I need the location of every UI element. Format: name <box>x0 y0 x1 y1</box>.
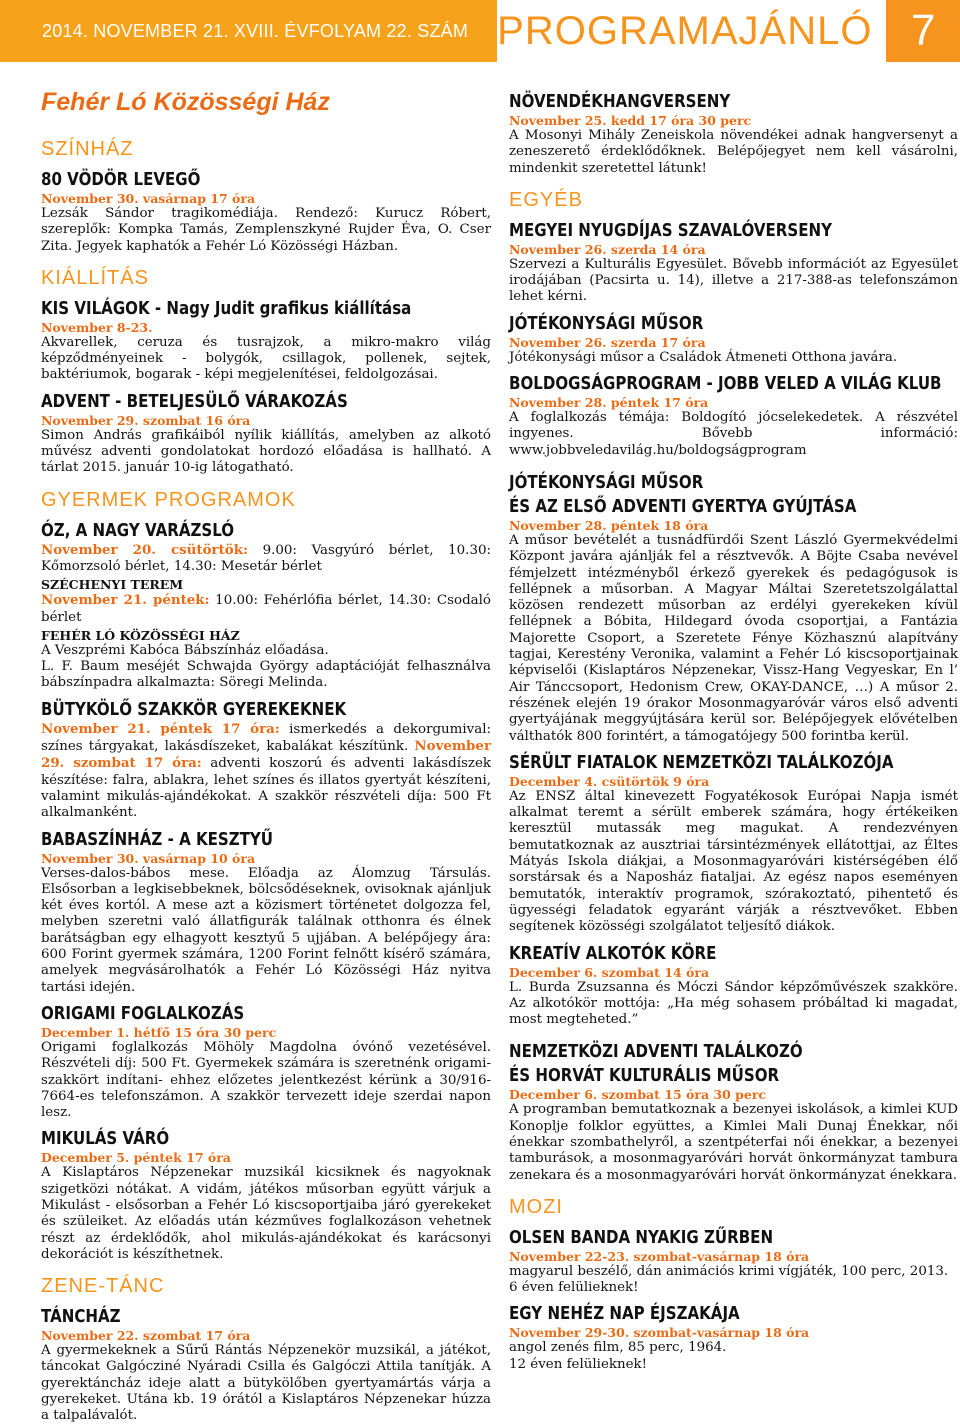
event-title: ÉS HORVÁT KULTURÁLIS MŰSOR <box>509 1066 780 1087</box>
event-description: A műsor bevételét a tusnádfürdői Szent László Gyermekvédelmi Központ javára ajánlják fel a résztvevők. A Böjte Csaba nevével fémjelzett intézményből érkező gyerekek és pedagógusok is fellépnek a műsorban. A Magyar Máltai Szeretetszolgálattal közösen rendezett műsorban az erdélyi gyerekeken kívül fellépnek a Bóbita, Hildegard óvoda csoportjai, a Fantázia Majorette Csoport, a Szeretete Fénye Közhasznú alapítvány tagjai, Kerestény Veronika, valamint a Fehér Ló kiscsoportjainak képviselői (Kislaptáros Népzenekar, Vissz-Hang Vegyeskar, En l’ Air Tánccsoport, Hedonism Crew, OKAY-DANCE, …) A műsor 2. részének elején 19 órakor Mosonmagyaróvár város első adventi gyertyájának meggyújtására kerül sor. Belépőjegyek elővételben válthatók 800 forintért, a támogatójegy 500 forintba kerül. <box>509 532 958 744</box>
event-date: December 4. csütörtök 9 óra <box>509 773 710 789</box>
event-date: November 28. péntek 17 óra <box>509 395 709 411</box>
event-description: 6 éven felülieknek! <box>509 1280 639 1296</box>
event-title: MIKULÁS VÁRÓ <box>41 1129 170 1150</box>
event-description: A programban bemutatkoznak a bezenyei iskolások, a kimlei KUD Konoplje folklor együttes, a Kimlei Mali Dunaj Énekkar, női énekkar szombathelyről, a szentpéterfai női énekkar, a bezenyei tamburások, a mosonmagyaróvári horvát önkormányzat tambura zenekara és a mosonmagyaróvári horvát önkormányzat énekkara. <box>509 1102 958 1183</box>
event-description: L. Burda Zsuzsanna és Móczi Sándor képzőművészek szakköre. Az alkotókör mottója: „Ha még sohasem próbáltad ki magadat, most megteheted.” <box>509 979 958 1028</box>
event-date: November 20. csütörtök: <box>41 541 248 558</box>
event-text: 10.00: Fehérlófia bérlet, 14.30: Csodaló bérlet <box>41 593 491 625</box>
event-text: adventi koszorú és adventi lakásdíszek készítése: falra, ablakra, lehet színes és illatos gyertyát készíteni, valamint mikulás-ajándékokat. A szakkör részvételi díja: 500 Ft alkalmanként. <box>41 756 491 821</box>
event-date: November 30. vasárnap 17 óra <box>41 191 256 206</box>
event-title: ÓZ, A NAGY VARÁZSLÓ <box>41 520 235 541</box>
venue-title: Fehér Ló Közösségi Ház <box>41 88 330 116</box>
category-heading: ZENE-TÁNC <box>41 1275 165 1298</box>
event-title: 80 VÖDÖR LEVEGŐ <box>41 170 201 190</box>
event-date: November 8-23. <box>41 319 153 335</box>
left-column <box>41 88 491 1425</box>
right-column <box>509 88 958 1373</box>
event-description: Jótékonysági műsor a Családok Átmeneti Otthona javára. <box>509 349 898 365</box>
event-description: Akvarellek, ceruza és tusrajzok, a mikro-makro világ képződményeinek - bolygók, csillagok, pollenek, sejtek, baktériumok, bogarak - képi megjelenítései, feldolgozásai. <box>41 334 491 383</box>
event-date: November 29-30. szombat-vasárnap 18 óra <box>509 1325 810 1341</box>
category-heading: SZÍNHÁZ <box>41 138 134 160</box>
category-heading: KIÁLLÍTÁS <box>41 266 149 289</box>
event-description: A Veszprémi Kabóca Bábszínház előadása. <box>41 642 329 658</box>
event-description: Simon András grafikáiból nyílik kiállítás, amelyben az alkotó művész adventi gondolatokat hordozó előadása is hallható. A tárlat 2015. január 10-ig látogatható. <box>41 427 491 476</box>
page-header <box>0 0 960 62</box>
event-title: OLSEN BANDA NYAKIG ZŰRBEN <box>509 1227 774 1248</box>
event-date: November 22-23. szombat-vasárnap 18 óra <box>509 1248 810 1264</box>
event-description: Verses-dalos-bábos mese. Előadja az Álomzug Társulás. Elsősorban a legkisebbeknek, bölcsődéseknek, ovisoknak ajánljuk két éves kortól. A mese azt a közismert történetet dolgozza fel, melyben szeretni való állatfigurák találnak otthonra és élnek barátságban egy elhagyott kesztyű 5 ujjában. A belépőjegy ára: 600 Forint gyermek számára, 1200 Forint felnőtt kísérő számára, amelyek megvásárolhatók a Fehér Ló Közösségi Ház nyitva tartási idején. <box>41 865 491 995</box>
event-date: December 6. szombat 14 óra <box>509 964 710 980</box>
event-title: JÓTÉKONYSÁGI MŰSOR <box>509 472 704 493</box>
event-description: A Kislaptáros Népzenekar muzsikál kicsiknek és nagyoknak szigetközi nótákat. A vidám, játékos műsorban együtt várjuk a Mikulást - elsősorban a Fehér Ló kiscsoportjaiba járó gyerekeket és szüleiket. Az előadás után kézműves foglalkozáson vehetnek részt az érdeklődők, ahol mikulás-ajándékokat és karácsonyi dekorációt is készíthetnek. <box>41 1165 491 1262</box>
event-date: November 26. szerda 17 óra <box>509 334 706 350</box>
page-number: 7 <box>886 0 960 62</box>
event-date: November 29. szombat 17 óra: <box>41 738 491 772</box>
event-date: December 6. szombat 15 óra 30 perc <box>509 1087 767 1103</box>
event-title: ORIGAMI FOGLALKOZÁS <box>41 1003 245 1024</box>
event-title: KIS VILÁGOK - Nagy Judit grafikus kiállítása <box>41 298 412 319</box>
event-date: November 26. szerda 14 óra <box>509 241 706 257</box>
event-date: December 1. hétfő 15 óra 30 perc <box>41 1024 277 1040</box>
event-title: SÉRÜLT FIATALOK NEMZETKÖZI TALÁLKOZÓJA <box>509 752 894 773</box>
event-text: 9.00: Vasgyúró bérlet, 10.30: Kőmorzsoló bérlet, 14.30: Mesetár bérlet <box>41 542 491 574</box>
event-title: BÜTYKÖLŐ SZAKKÖR GYEREKEKNEK <box>41 699 347 720</box>
event-date: December 5. péntek 17 óra <box>41 1150 231 1166</box>
category-heading: GYERMEK PROGRAMOK <box>41 488 296 511</box>
section-title: PROGRAMAJÁNLÓ <box>497 8 873 53</box>
event-title: TÁNCHÁZ <box>41 1307 121 1328</box>
event-description: A foglalkozás témája: Boldogító jócselekedetek. A részvétel ingyenes. Bővebb információ: www.jobbveledavilág.hu/boldogságprogram <box>509 410 958 458</box>
event-title: ÉS AZ ELSŐ ADVENTI GYERTYA GYÚJTÁSA <box>509 496 857 517</box>
event-title: NÖVENDÉKHANGVERSENY <box>509 92 731 112</box>
event-text: ismerkedés a dekorgumival: színes tárgyakat, lakásdíszeket, kabalákat készítünk. <box>41 721 491 755</box>
event-description <box>41 542 491 576</box>
event-date: November 30. vasárnap 10 óra <box>41 850 256 866</box>
event-date: November 29. szombat 16 óra <box>41 412 251 428</box>
event-title: MEGYEI NYUGDÍJAS SZAVALÓVERSENY <box>509 220 833 241</box>
event-date: November 21. péntek 17 óra: <box>41 720 280 737</box>
event-description: A gyermekeknek a Sűrű Rántás Népzenekör muzsikál, a játékot, táncokat Galgócziné Nyáradi Csilla és Galgóczi Attila tanítják. A gyerektáncház ideje alatt a bütykölőben gyertyamártás várja a gyerekeket. Utána kb. 19 órától a Kislaptáros Népzenekar húzza a talpalávalót. <box>41 1343 491 1424</box>
event-description: L. F. Baum meséjét Schwajda György adaptációját felhasználva bábszínpadra alkalmazta: Söregi Melinda. <box>41 659 491 691</box>
category-heading: MOZI <box>509 1195 563 1218</box>
event-description: angol zenés film, 85 perc, 1964. <box>509 1340 727 1356</box>
venue-room: FEHÉR LÓ KÖZÖSSÉGI HÁZ <box>41 627 240 643</box>
event-description: 12 éven felülieknek! <box>509 1356 648 1372</box>
event-description <box>41 592 491 626</box>
event-date: November 22. szombat 17 óra <box>41 1328 251 1344</box>
event-title: ADVENT - BETELJESÜLŐ VÁRAKOZÁS <box>41 391 348 412</box>
event-title: JÓTÉKONYSÁGI MŰSOR <box>509 313 704 334</box>
event-title: EGY NEHÉZ NAP ÉJSZAKÁJA <box>509 1304 740 1325</box>
event-title: BOLDOGSÁGPROGRAM - JOBB VELED A VILÁG KLUB <box>509 374 942 395</box>
event-date: November 25. kedd 17 óra 30 perc <box>509 113 752 128</box>
category-heading: EGYÉB <box>509 188 583 211</box>
event-description: Szervezi a Kulturális Egyesület. Bővebb információt az Egyesület irodájában (Pacsirta u. 14), illetve a 217-388-as telefonszámon lehet kérni. <box>509 256 958 305</box>
event-title: BABASZÍNHÁZ - A KESZTYŰ <box>41 829 274 850</box>
event-description: Origami foglalkozás Möhöly Magdolna óvónő vezetésével. Részvételi díj: 500 Ft. Gyermekek számára is szeretnénk origami-szakkört indítani- ehhez előzetes jelentkezést kérünk a 30/916-7664-es telefonszámon. A szakkör tervezett ideje szerdai napon lesz. <box>41 1039 491 1121</box>
venue-room: SZÉCHENYI TEREM <box>41 577 184 593</box>
event-date: November 28. péntek 18 óra <box>509 517 709 533</box>
event-date: November 21. péntek: <box>41 592 210 609</box>
event-description: Lezsák Sándor tragikomédiája. Rendező: Kurucz Róbert, szereplők: Kompka Tamás, Zemplenszkyné Rujder Éva, O. Cser Zita. Jegyek kaphatók a Fehér Ló Közösségi Házban. <box>41 206 491 254</box>
event-title: NEMZETKÖZI ADVENTI TALÁLKOZÓ <box>509 1042 803 1063</box>
event-description: A Mosonyi Mihály Zeneiskola növendékei adnak hangversenyt a zeneszerető érdeklődőknek. Belépőjegyet nem kell vásárolni, mindenkit szeretettel látunk! <box>509 128 958 176</box>
event-title: KREATÍV ALKOTÓK KÖRE <box>509 943 717 964</box>
event-description: Az ENSZ által kinevezett Fogyatékosok Európai Napja ismét alkalmat teremt a sérült emberek számára, hogy értékeiken keresztül mutassák meg magukat. A rendezvényen bemutatkoznak az ausztriai társintézmények ellátottjai, az Éltes Mátyás Iskola diákjai, a Mosonmagyaróvári kistérségében élő sorstársak és a Naposház fiataljai. Az egész napos eseményen bemutatók, interaktív programok, szórakoztató, pihentető és ügyességi feladatok egyaránt várják a résztvevőket. Ebben segítenek közösségi szolgálatot teljesítő diákok. <box>509 788 958 935</box>
event-description <box>41 721 491 822</box>
issue-info: 2014. NOVEMBER 21. XVIII. ÉVFOLYAM 22. SZÁM <box>0 0 497 62</box>
event-description: magyarul beszélő, dán animációs krimi vígjáték, 100 perc, 2013. <box>509 1263 949 1279</box>
